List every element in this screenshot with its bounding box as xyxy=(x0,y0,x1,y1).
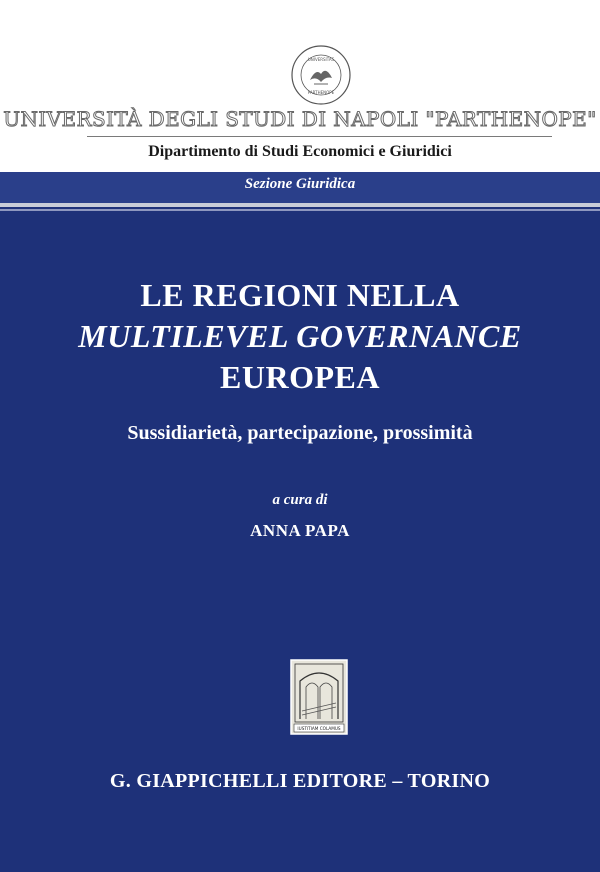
svg-text:PARTHENOPE: PARTHENOPE xyxy=(307,90,335,95)
publisher-name: G. GIAPPICHELLI EDITORE – TORINO xyxy=(109,770,491,792)
header-divider xyxy=(87,136,552,137)
svg-text:IUSTITIAM COLAMUS: IUSTITIAM COLAMUS xyxy=(297,726,341,731)
title-line-3: EUROPEA xyxy=(220,359,380,395)
publisher-logo-icon xyxy=(290,659,348,735)
title-line-1: LE REGIONI NELLA xyxy=(140,277,460,313)
university-seal-icon xyxy=(290,44,352,106)
title-line-2: MULTILEVEL GOVERNANCE xyxy=(78,318,522,354)
book-subtitle: Sussidiarietà, partecipazione, prossimità xyxy=(127,422,473,444)
silver-divider-thin xyxy=(0,209,600,211)
curator-label: a cura di xyxy=(272,492,328,508)
university-name: UNIVERSITÀ DEGLI STUDI DI NAPOLI "PARTHENOPE" xyxy=(3,107,597,131)
svg-text:UNIVERSITAS: UNIVERSITAS xyxy=(307,57,335,62)
section-label: Sezione Giuridica xyxy=(244,176,356,192)
silver-divider xyxy=(0,203,600,207)
department-name: Dipartimento di Studi Economici e Giuridici xyxy=(148,143,452,160)
curator-name: ANNA PAPA xyxy=(250,521,350,540)
university-header xyxy=(0,0,600,172)
